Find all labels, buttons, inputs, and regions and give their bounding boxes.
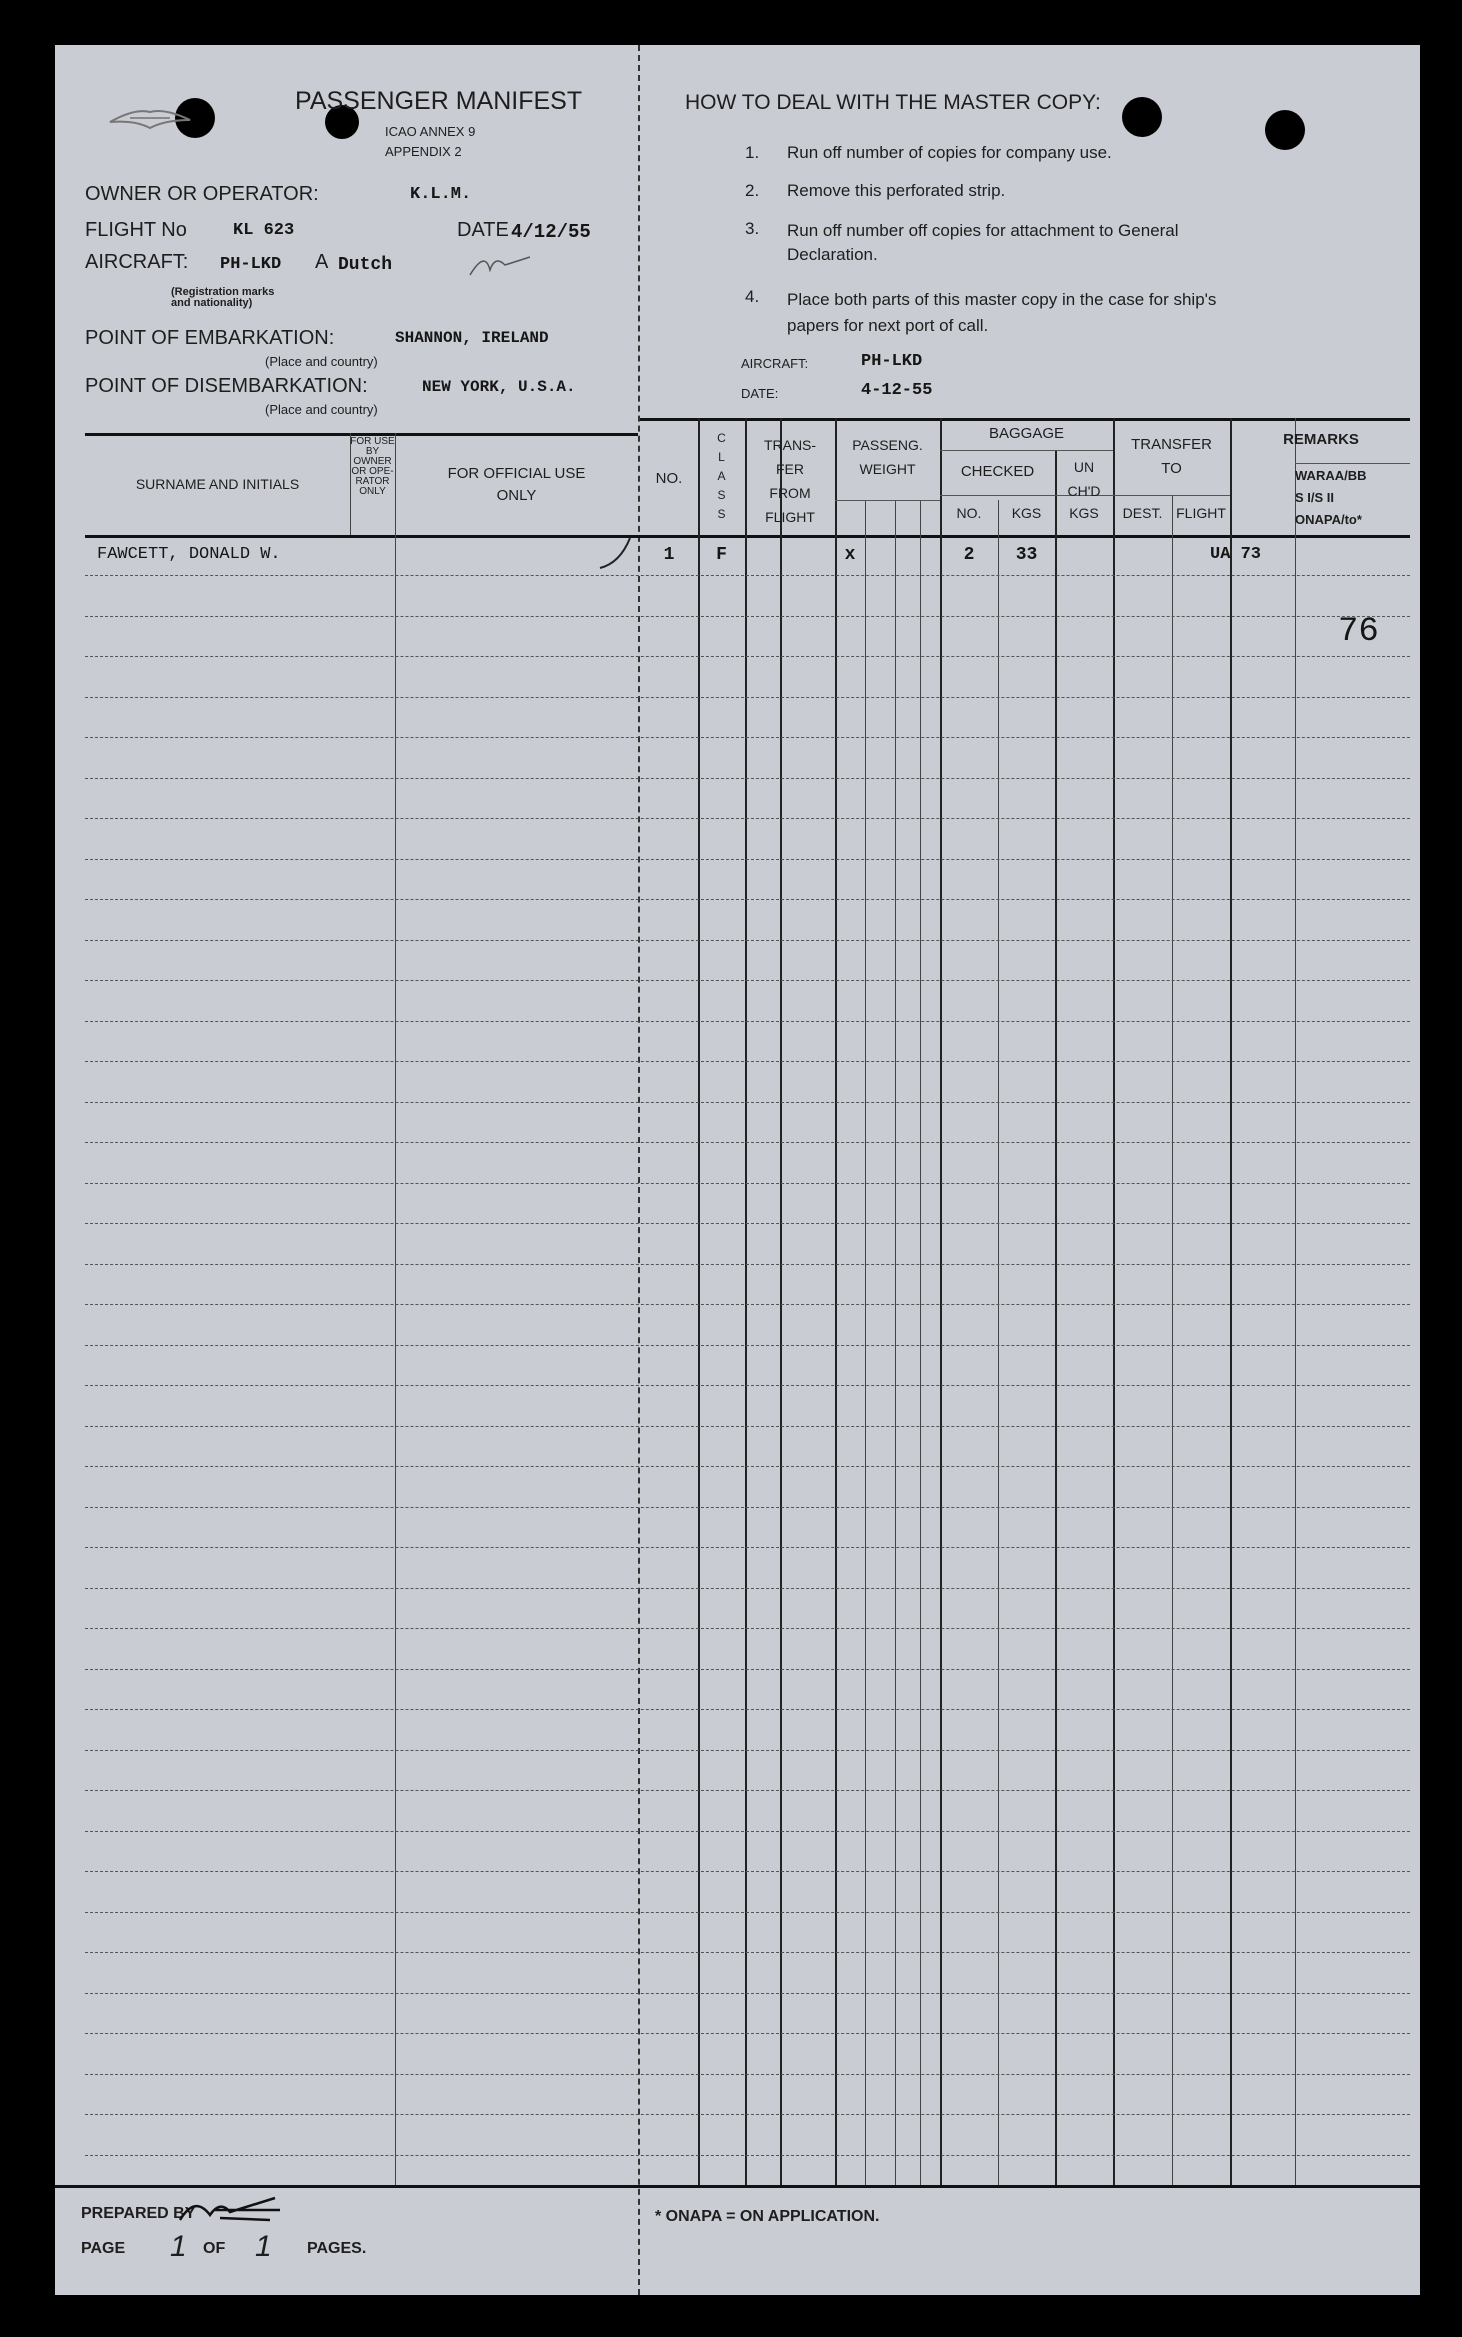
strip-date-label: DATE:: [741, 386, 779, 401]
instruction-text: Run off number of copies for company use.: [787, 143, 1112, 162]
ruled-line: [85, 1993, 1410, 1994]
column-line: [835, 418, 837, 2185]
column-line: [1113, 418, 1115, 2185]
embark-note: (Place and country): [265, 354, 378, 369]
ruled-line: [85, 1021, 1410, 1022]
ruled-line: [85, 575, 1410, 576]
ruled-line: [85, 1709, 1410, 1710]
header-inner-rule: [1295, 463, 1410, 464]
ruled-line: [85, 1426, 1410, 1427]
ruled-line: [85, 2074, 1410, 2075]
airline-logo-icon: [105, 90, 195, 150]
row-weight: x: [844, 545, 856, 565]
aircraft-nationality: Dutch: [338, 255, 393, 275]
header-bag-no: NO.: [956, 505, 982, 521]
embark-value: SHANNON, IRELAND: [395, 329, 549, 347]
manifest-sheet: [55, 45, 1420, 2295]
ruled-line: [85, 1142, 1410, 1143]
manifest-title: PASSENGER MANIFEST: [295, 87, 583, 115]
ruled-line: [85, 616, 1410, 617]
header-remarks: REMARKS: [1283, 431, 1359, 448]
header-weight: PASSENG. WEIGHT: [852, 437, 923, 477]
ruled-line: [85, 859, 1410, 860]
header-inner-rule: [835, 500, 940, 501]
pages-label: PAGES.: [307, 2240, 367, 2257]
header-flight: FLIGHT: [1176, 505, 1226, 521]
column-line: [1172, 495, 1173, 2185]
column-line: [1055, 450, 1057, 2185]
ruled-line: [85, 1871, 1410, 1872]
onapa-note: * ONAPA = ON APPLICATION.: [655, 2208, 880, 2225]
date-label: DATE: [457, 219, 509, 241]
row-no: 1: [663, 545, 675, 565]
appendix-label: APPENDIX 2: [385, 144, 462, 159]
disembark-label: POINT OF DISEMBARKATION:: [85, 375, 368, 397]
ruled-line: [85, 2114, 1410, 2115]
embark-label: POINT OF EMBARKATION:: [85, 327, 335, 349]
ruled-line: [85, 818, 1410, 819]
header-transfer-to: TRANSFER TO: [1131, 436, 1212, 477]
column-line: [1230, 418, 1232, 2185]
ruled-line: [85, 1102, 1410, 1103]
column-line: [780, 418, 782, 2185]
annotation-number: 76: [1338, 613, 1379, 651]
punch-hole: [1122, 97, 1162, 137]
strip-aircraft-label: AIRCRAFT:: [741, 356, 809, 371]
instruction-text: Run off number off copies for attachment to General Declaration.: [787, 221, 1179, 264]
of-value: 1: [255, 2230, 272, 2263]
row-bag-no: 2: [963, 545, 975, 565]
aircraft-value: PH-LKD: [220, 255, 282, 274]
ruled-line: [85, 1952, 1410, 1953]
instruction-text: Remove this perforated strip.: [787, 181, 1006, 200]
header-unchecked: UN CH'D: [1067, 459, 1101, 499]
header-for-use: FOR USE BY OWNER OR OPE- RATOR ONLY: [350, 436, 395, 497]
column-line: [865, 500, 866, 2185]
header-bottom-rule: [85, 535, 1410, 538]
header-transfer-from: TRANS- FER FROM FLIGHT: [763, 437, 817, 525]
ruled-line: [85, 1264, 1410, 1265]
column-line: [998, 500, 999, 2185]
header-inner-rule: [1113, 495, 1230, 496]
aircraft-label: AIRCRAFT:: [85, 251, 189, 273]
column-line: [698, 418, 700, 2185]
instruction-number: 4.: [745, 287, 760, 306]
page-value: 1: [170, 2230, 187, 2263]
disembark-value: NEW YORK, U.S.A.: [422, 378, 576, 396]
row-class: F: [716, 545, 727, 565]
aircraft-value-suffix: A: [315, 251, 329, 273]
instruction-number: 1.: [745, 143, 760, 162]
ruled-line: [85, 2155, 1410, 2156]
header-class: C L A S S: [717, 431, 726, 521]
ruled-line: [85, 1507, 1410, 1508]
ruled-line: [85, 1385, 1410, 1386]
header-remarks-sub: WARAA/BB S I/S II ONAPA/to*: [1295, 468, 1367, 527]
header-inner-rule: [940, 450, 1113, 451]
annex-label: ICAO ANNEX 9: [385, 124, 476, 139]
column-line: [895, 500, 896, 2185]
ruled-line: [85, 778, 1410, 779]
ruled-line: [85, 980, 1410, 981]
header-unch-kgs: KGS: [1069, 505, 1099, 521]
instruction-number: 2.: [745, 181, 760, 200]
owner-value: K.L.M.: [410, 185, 472, 204]
column-line: [940, 418, 942, 2185]
check-mark-icon: [595, 533, 635, 573]
ruled-line: [85, 1669, 1410, 1670]
strip-aircraft-value: PH-LKD: [861, 352, 923, 371]
header-dest: DEST.: [1122, 505, 1163, 521]
ruled-line: [85, 1223, 1410, 1224]
flight-value: KL 623: [233, 221, 295, 240]
header-bag-kgs: KGS: [1011, 505, 1042, 521]
initials-scribble-icon: [465, 245, 535, 285]
ruled-line: [85, 1061, 1410, 1062]
strip-date-value: 4-12-55: [861, 381, 933, 400]
ruled-line: [85, 656, 1410, 657]
date-value: 4/12/55: [511, 221, 591, 243]
header-checked: CHECKED: [960, 463, 1035, 480]
ruled-line: [85, 1588, 1410, 1589]
header-surname: SURNAME AND INITIALS: [135, 476, 300, 492]
header-baggage: BAGGAGE: [988, 425, 1065, 442]
ruled-line: [85, 1790, 1410, 1791]
prepared-by-label: PREPARED BY: [81, 2205, 196, 2222]
aircraft-note: (Registration marks and nationality): [171, 286, 275, 309]
ruled-line: [85, 899, 1410, 900]
owner-label: OWNER OR OPERATOR:: [85, 183, 319, 205]
ruled-line: [85, 1304, 1410, 1305]
ruled-line: [85, 1750, 1410, 1751]
ruled-line: [85, 940, 1410, 941]
ruled-line: [85, 1466, 1410, 1467]
ruled-line: [85, 2033, 1410, 2034]
header-official: FOR OFFICIAL USE ONLY: [447, 465, 586, 504]
ruled-line: [85, 737, 1410, 738]
ruled-line: [85, 1183, 1410, 1184]
ruled-line: [85, 697, 1410, 698]
instruction-text: Place both parts of this master copy in the case for ship's papers for next port of call.: [787, 290, 1217, 335]
table-bottom-rule: [55, 2185, 1420, 2188]
header-no: NO.: [655, 470, 683, 487]
ruled-line: [85, 1345, 1410, 1346]
of-label: OF: [203, 2240, 226, 2257]
flight-label: FLIGHT No: [85, 219, 187, 241]
row-transfer-flight: UA 73: [1210, 545, 1262, 564]
column-line: [745, 418, 747, 2185]
signature-icon: [175, 2190, 285, 2230]
column-line: [1295, 418, 1296, 2185]
row-bag-kgs: 33: [1015, 545, 1038, 565]
punch-hole: [1265, 110, 1305, 150]
ruled-line: [85, 1831, 1410, 1832]
perforated-strip: [638, 45, 640, 2295]
instruction-number: 3.: [745, 219, 760, 238]
row-surname: FAWCETT, DONALD W.: [97, 545, 281, 564]
page-label: PAGE: [81, 2240, 126, 2257]
ruled-line: [85, 1912, 1410, 1913]
ruled-line: [85, 1628, 1410, 1629]
disembark-note: (Place and country): [265, 402, 378, 417]
column-line: [920, 500, 921, 2185]
ruled-line: [85, 1547, 1410, 1548]
instructions-title: HOW TO DEAL WITH THE MASTER COPY:: [685, 91, 1101, 114]
